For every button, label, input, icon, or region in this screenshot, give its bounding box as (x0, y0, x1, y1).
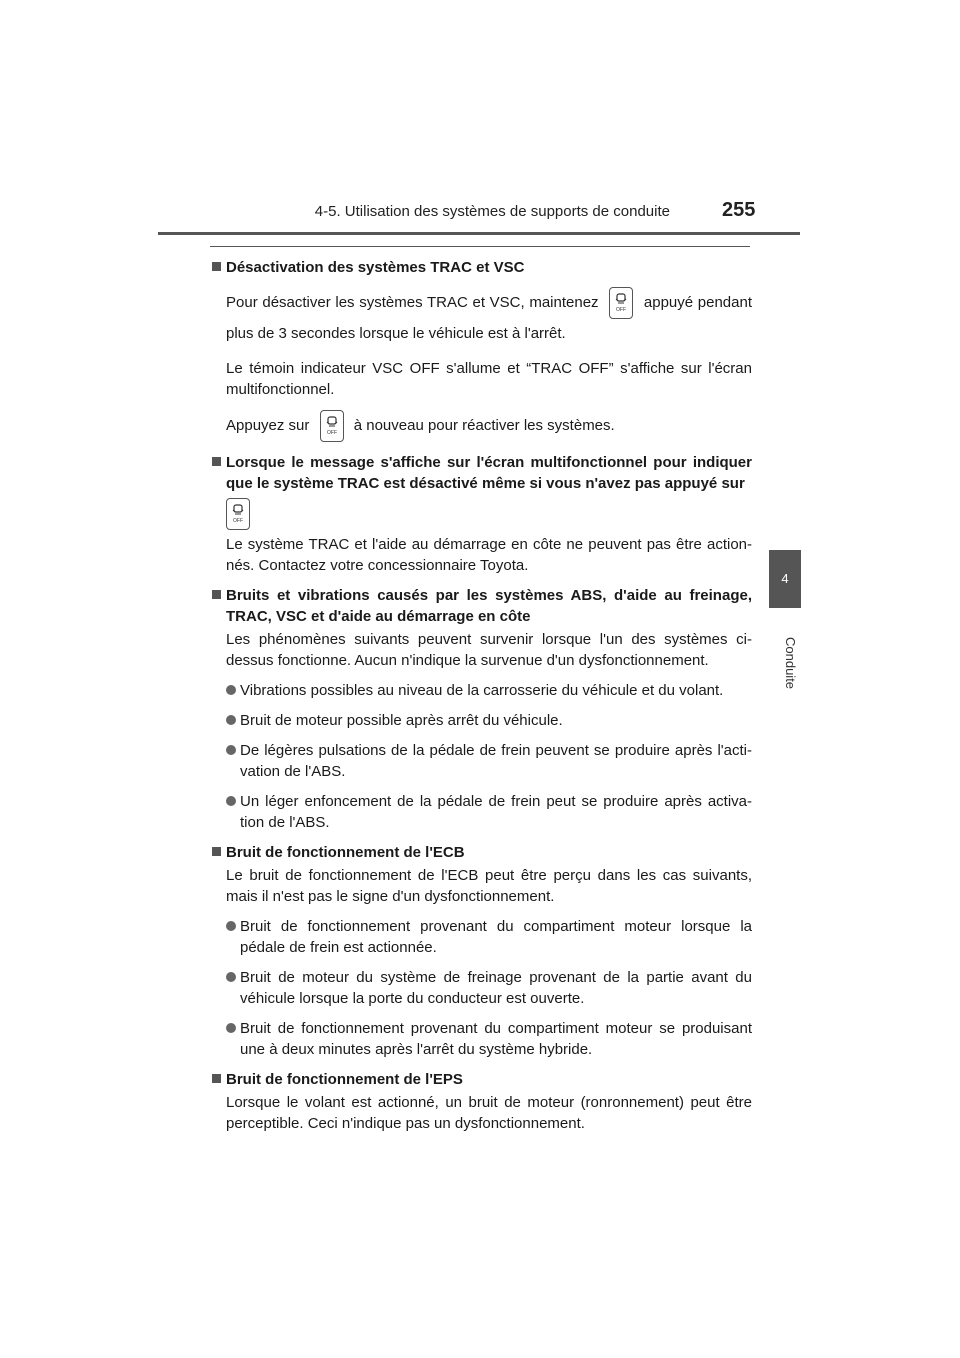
list-item: Bruit de moteur du système de freinage provenant de la partie avant du véhicule lorsque la porte du conducteur est ouverte. (212, 967, 752, 1009)
section-heading: Lorsque le message s'affiche sur l'écran multifonctionnel pour indiquer que le système TRAC est désactivé même si vous n'avez pas appuyé sur (212, 452, 752, 494)
page-content (212, 257, 752, 1143)
square-bullet-icon (212, 457, 221, 466)
bullet-icon (226, 1023, 236, 1033)
paragraph: Lorsque le volant est actionné, un bruit de moteur (ronronnement) peut être perceptible. Ceci n'indique pas un dysfonctionnement. (226, 1094, 752, 1132)
list-item: Bruit de fonctionnement provenant du compartiment moteur se produisant une à deux minutes après l'arrêt du système hybride. (212, 1018, 752, 1060)
list-item: De légères pulsations de la pédale de frein peuvent se produire après l'acti-vation de l'ABS. (212, 740, 752, 782)
list-item: Un léger enfoncement de la pédale de frein peut se produire après activa-tion de l'ABS. (212, 791, 752, 833)
bullet-icon (226, 745, 236, 755)
list-item: Bruit de moteur possible après arrêt du véhicule. (212, 710, 752, 731)
square-bullet-icon (212, 262, 221, 271)
chapter-label: Conduite (783, 636, 798, 690)
bullet-icon (226, 921, 236, 931)
svg-text:OFF: OFF (233, 518, 243, 524)
square-bullet-icon (212, 1074, 221, 1083)
header-rule (158, 232, 800, 235)
bullet-icon (226, 685, 236, 695)
square-bullet-icon (212, 590, 221, 599)
bullet-icon (226, 715, 236, 725)
section-heading: Bruits et vibrations causés par les systèmes ABS, d'aide au freinage, TRAC, VSC et d'aide au démarrage en côte (212, 585, 752, 627)
list-item: Bruit de fonctionnement provenant du compartiment moteur lorsque la pédale de frein est actionnée. (212, 916, 752, 958)
trac-off-button-icon (320, 410, 344, 442)
section-rule (210, 246, 750, 247)
icon-line (212, 498, 752, 530)
bullet-icon (226, 796, 236, 806)
page-number: 255 (722, 199, 756, 221)
trac-off-button-icon (226, 498, 250, 530)
section-heading: Bruit de fonctionnement de l'EPS (212, 1069, 752, 1090)
section-heading: Désactivation des systèmes TRAC et VSC (212, 257, 752, 278)
paragraph: Pour désactiver les systèmes TRAC et VSC, maintenez OFF appuyé pendant plus de 3 secondes lorsque le véhicule est à l'arrêt. (212, 287, 752, 349)
chapter-tab: 4 (769, 550, 801, 608)
square-bullet-icon (212, 847, 221, 856)
paragraph: Le système TRAC et l'aide au démarrage en côte ne peuvent pas être action-nés. Contactez votre concessionnaire Toyota. (226, 536, 752, 574)
paragraph: Appuyez sur OFF à nouveau pour réactiver les systèmes. (212, 409, 752, 443)
bullet-icon (226, 972, 236, 982)
trac-off-button-icon (609, 287, 633, 319)
svg-text:OFF: OFF (326, 430, 337, 437)
list-item: Vibrations possibles au niveau de la carrosserie du véhicule et du volant. (212, 680, 752, 701)
section-heading: Bruit de fonctionnement de l'ECB (212, 842, 752, 863)
paragraph: Le témoin indicateur VSC OFF s'allume et “TRAC OFF” s'affiche sur l'écran multifonctionnel. (226, 360, 752, 398)
svg-text:OFF: OFF (616, 307, 627, 313)
header-title: 4-5. Utilisation des systèmes de supports de conduite (314, 203, 670, 220)
paragraph: Le bruit de fonctionnement de l'ECB peut être perçu dans les cas suivants, mais il n'est pas le signe d'un dysfonctionnement. (226, 867, 752, 905)
paragraph: Les phénomènes suivants peuvent survenir lorsque l'un des systèmes ci-dessus fonctionne. Aucun n'indique la survenue d'un dysfonctionnement. (226, 631, 752, 669)
